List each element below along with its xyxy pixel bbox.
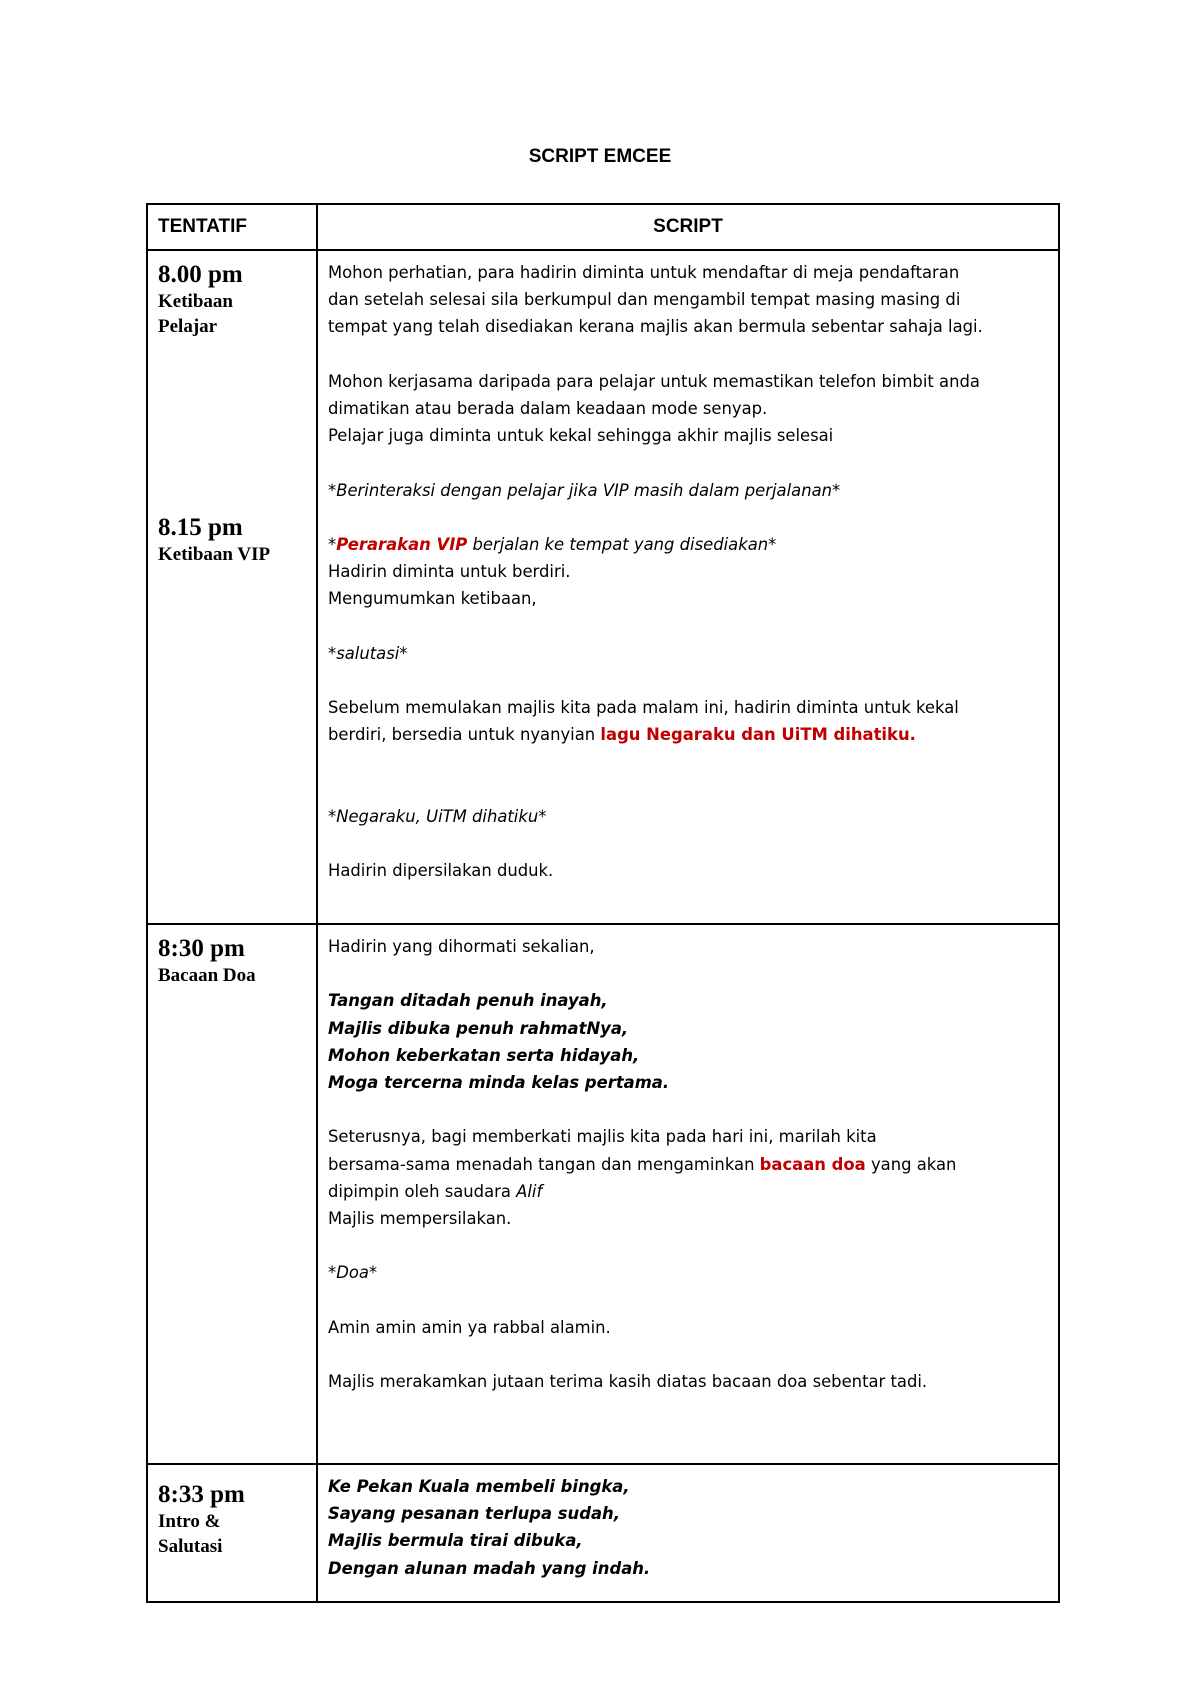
stage-direction: *Negaraku, UiTM dihatiku* [328, 806, 547, 826]
event-label: Bacaan Doa [158, 965, 256, 986]
script-line: Hadirin dipersilakan duduk. [328, 861, 554, 881]
script-line: dimatikan atau berada dalam keadaan mode senyap. [328, 399, 768, 418]
stage-direction: *Berinteraksi dengan pelajar jika VIP masih dalam perjalanan* [328, 480, 841, 500]
pantun-line: Ke Pekan Kuala membeli bingka, [328, 1477, 630, 1496]
script-text: dipimpin oleh saudara [328, 1181, 517, 1201]
script-line [328, 721, 1048, 748]
script-text: berdiri, bersedia untuk nyanyian [328, 725, 601, 745]
script-line: Hadirin yang dihormati sekalian, [328, 937, 595, 956]
script-line: dan setelah selesai sila berkumpul dan mengambil tempat masing masing di [328, 290, 961, 310]
script-cell [317, 924, 1059, 1464]
table-row [147, 924, 1059, 1464]
script-line: Seterusnya, bagi memberkati majlis kita pada hari ini, marilah kita [328, 1127, 877, 1147]
stage-direction: *salutasi* [328, 643, 408, 663]
script-line: Majlis merakamkan jutaan terima kasih diatas bacaan doa sebentar tadi. [328, 1372, 928, 1392]
header-script: SCRIPT [317, 204, 1059, 250]
highlight-text: lagu Negaraku dan UiTM dihatiku. [600, 725, 916, 745]
header-tentatif: TENTATIF [147, 204, 317, 250]
time-label: 8.15 pm [158, 514, 243, 541]
event-label: Pelajar [158, 316, 218, 337]
pantun-line: Sayang pesanan terlupa sudah, [328, 1504, 620, 1524]
pantun-line: Moga tercerna minda kelas pertama. [328, 1073, 670, 1092]
script-line [328, 1178, 1048, 1205]
time-label: 8:30 pm [158, 935, 245, 962]
highlight-text: bacaan doa [759, 1154, 866, 1174]
script-text: * [328, 534, 337, 554]
table-row [147, 1464, 1059, 1602]
script-cell [317, 1464, 1059, 1602]
pantun-line: Tangan ditadah penuh inayah, [328, 991, 608, 1011]
pantun-line: Majlis bermula tirai dibuka, [328, 1531, 583, 1551]
script-line [328, 1151, 1048, 1178]
script-text: yang akan [865, 1154, 957, 1174]
event-label: Salutasi [158, 1536, 223, 1557]
time-label: 8:33 pm [158, 1481, 245, 1508]
script-line: Mohon perhatian, para hadirin diminta untuk mendaftar di meja pendaftaran [328, 263, 960, 282]
stage-direction: *Doa* [328, 1263, 378, 1283]
tentatif-cell [147, 1464, 317, 1602]
tentatif-cell [147, 924, 317, 1464]
script-line: Majlis mempersilakan. [328, 1209, 512, 1228]
event-label: Ketibaan VIP [158, 544, 271, 565]
name-text: Alif [516, 1181, 543, 1201]
script-line: Pelajar juga diminta untuk kekal sehingga akhir majlis selesai [328, 426, 834, 446]
script-text: berjalan ke tempat yang disediakan* [467, 534, 777, 554]
tentatif-cell [147, 250, 317, 924]
highlight-text: Perarakan VIP [336, 534, 468, 554]
script-text: bersama-sama menadah tangan dan mengaminkan [328, 1154, 760, 1174]
stage-direction [328, 531, 1048, 558]
script-table [146, 203, 1060, 1603]
pantun-line: Dengan alunan madah yang indah. [328, 1558, 651, 1578]
script-line: Sebelum memulakan majlis kita pada malam ini, hadirin diminta untuk kekal [328, 698, 959, 718]
table-row [147, 250, 1059, 924]
script-line: Hadirin diminta untuk berdiri. [328, 562, 571, 582]
script-line: tempat yang telah disediakan kerana majlis akan bermula sebentar sahaja lagi. [328, 317, 983, 337]
time-label: 8.00 pm [158, 261, 243, 288]
pantun-line: Majlis dibuka penuh rahmatNya, [328, 1018, 629, 1038]
event-label: Intro & [158, 1511, 221, 1532]
document-title: SCRIPT EMCEE [528, 146, 672, 167]
script-line: Mengumumkan ketibaan, [328, 589, 537, 609]
table-header-row [147, 204, 1059, 250]
script-line: Mohon kerjasama daripada para pelajar untuk memastikan telefon bimbit anda [328, 371, 980, 391]
script-cell [317, 250, 1059, 924]
event-label: Ketibaan [158, 291, 233, 312]
pantun-line: Mohon keberkatan serta hidayah, [328, 1045, 640, 1065]
script-line: Amin amin amin ya rabbal alamin. [328, 1317, 611, 1337]
